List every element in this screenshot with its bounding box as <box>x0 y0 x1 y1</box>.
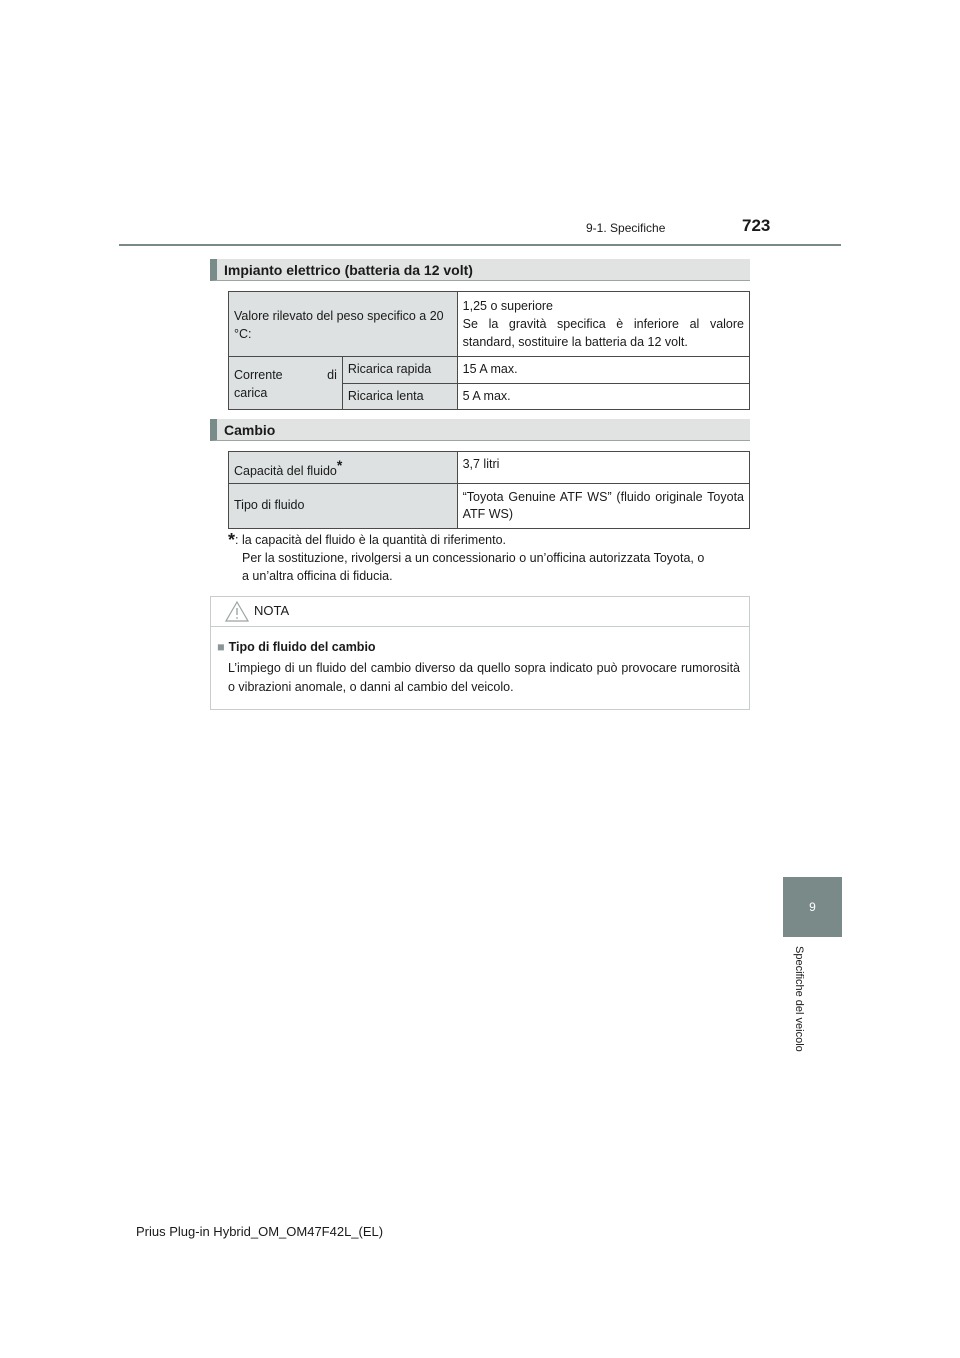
table-cell <box>457 484 749 529</box>
section-heading-electrical <box>210 259 750 281</box>
table-cell <box>457 452 749 484</box>
table-cell <box>229 292 458 357</box>
section-heading-transmission <box>210 419 750 441</box>
caution-subtitle-text: Tipo di fluido del cambio <box>228 640 376 654</box>
chapter-tab[interactable] <box>783 877 842 937</box>
charge-label-line: carica <box>234 386 268 400</box>
charge-label-word: Corrente <box>234 368 283 382</box>
slow-charge-label: Ricarica lenta <box>347 389 424 403</box>
electrical-spec-table <box>228 291 750 410</box>
table-row <box>229 484 750 529</box>
fluid-type-label: Tipo di fluido <box>234 498 305 512</box>
fast-charge-value: 15 A max. <box>462 362 518 376</box>
gravity-value: 1,25 o superiore <box>462 299 554 313</box>
table-row <box>229 292 750 357</box>
slow-charge-value: 5 A max. <box>462 389 511 403</box>
chapter-label: Specifiche del veicolo <box>793 946 805 1052</box>
chapter-number: 9 <box>809 900 816 914</box>
square-bullet-icon: ■ <box>217 640 225 654</box>
table-cell <box>229 484 458 529</box>
charge-label-word: di <box>327 368 337 382</box>
table-cell <box>229 357 343 410</box>
table-row <box>229 452 750 484</box>
footnote <box>228 531 748 585</box>
footnote-line: Per la sostituzione, rivolgersi a un concessionario o un’officina autorizzata Toyota, o <box>242 551 705 565</box>
page-number: 723 <box>742 216 771 235</box>
footnote-line: a un’altra officina di fiducia. <box>242 569 393 583</box>
fluid-type-value: “Toyota Genuine ATF WS” (fluido originale Toyota ATF WS) <box>462 490 744 521</box>
capacity-label: Capacità del fluido <box>234 464 337 478</box>
table-cell <box>342 357 457 384</box>
table-cell <box>457 357 749 384</box>
table-cell <box>342 384 457 410</box>
section-heading-text: Cambio <box>224 422 276 438</box>
capacity-value: 3,7 litri <box>462 457 500 471</box>
document-footer: Prius Plug-in Hybrid_OM_OM47F42L_(EL) <box>136 1224 384 1239</box>
warning-triangle-icon <box>225 601 249 622</box>
table-row <box>229 357 750 384</box>
caution-body: L’impiego di un fluido del cambio diverso da quello sopra indicato può provocare rumorosità o vibrazioni anomale, o danni al cambio del veicolo. <box>228 661 740 694</box>
fast-charge-label: Ricarica rapida <box>347 362 432 376</box>
table-cell <box>457 384 749 410</box>
table-cell <box>229 452 458 484</box>
caution-header <box>211 597 749 627</box>
header-divider <box>119 244 841 246</box>
footnote-line: : la capacità del fluido è la quantità di riferimento. <box>235 533 507 547</box>
section-title: 9-1. Specifiche <box>586 221 666 235</box>
caution-subtitle <box>217 640 376 654</box>
caution-box <box>210 596 750 710</box>
table-cell <box>457 292 749 357</box>
section-heading-text: Impianto elettrico (batteria da 12 volt) <box>224 262 473 278</box>
transmission-spec-table <box>228 451 750 529</box>
footnote-mark: * <box>228 530 236 550</box>
gravity-note: Se la gravità specifica è inferiore al valore standard, sostituire la batteria da 12 volt. <box>462 317 744 349</box>
caution-title: NOTA <box>254 603 290 618</box>
gravity-label: Valore rilevato del peso specifico a 20 °C: <box>234 309 444 341</box>
footnote-marker: * <box>336 457 343 473</box>
